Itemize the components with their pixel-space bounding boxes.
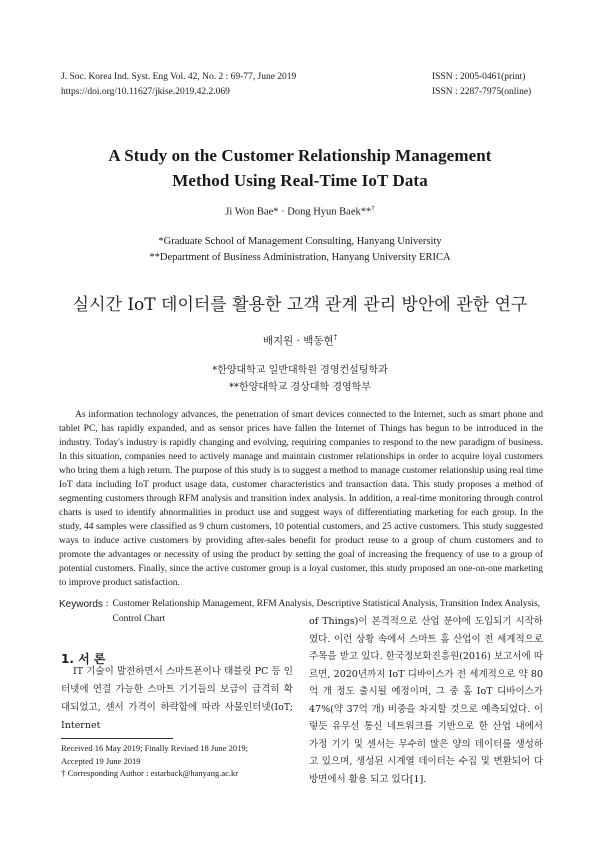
footnote-dagger: †: [61, 768, 66, 778]
issn-print: ISSN : 2005-0461(print): [432, 72, 526, 82]
journal-citation: J. Soc. Korea Ind. Syst. Eng Vol. 42, No. 2 : 69-77, June 2019: [61, 72, 297, 82]
footnotes: [61, 742, 248, 780]
paper-title-line2: Method Using Real-Time IoT Data: [172, 171, 428, 190]
paper-title-line1: A Study on the Customer Relationship Management: [108, 146, 492, 165]
corresponding-author: [61, 767, 248, 780]
journal-header: [61, 70, 296, 100]
issn-block: [432, 70, 531, 100]
korean-title: 실시간 IoT 데이터를 활용한 고객 관계 관리 방안에 관한 연구: [72, 295, 528, 315]
corresponding-dagger: †: [371, 204, 375, 212]
body-text-left-column: IT 기술이 발전하면서 스마트폰이나 태블릿 PC 등 인터넷에 연결 가능한 스마트 기기들의 보급이 급격히 확대되었고, 센서 가격이 하락함에 따라 사물인터넷(IoT; Internet: [61, 666, 293, 731]
body-text-right-column: of Things)이 본격적으로 산업 분야에 도입되기 시작하였다. 이런 상황 속에서 스마트 홈 산업이 전 세계적으로 주목을 받고 있다. 한국정보화진흥원(2016) 보고서에 따르면, 2020년까지 IoT 디바이스가 전 세계적으로 약 80억 개 정도 출시될 예정이며, 그 중 홈 IoT 디바이스가 47%(약 37억 개) 비중을 차지할 것으로 예측되었다. 이렇듯 유무선 통신 네트워크를 기반으로 한 산업 내에서 가정 기기 및 센서는 무수히 많은 양의 데이터를 생성하고 있으며, 생성된 시계열 데이터는 수집 및 변환되어 다방면에서 활용 되고 있다[1].: [309, 616, 543, 785]
author-1: Ji Won Bae*: [225, 206, 279, 218]
footnote-divider: [61, 738, 173, 739]
author-list: [0, 204, 600, 218]
doi-link[interactable]: https://doi.org/10.11627/jkise.2019.42.2.069: [61, 87, 230, 97]
keywords-text: Customer Relationship Management, RFM Analysis, Descriptive Statistical Analysis, Transition Index Analysis, Control Chart: [112, 599, 541, 624]
affiliations: [0, 234, 600, 266]
korean-dagger: †: [333, 333, 338, 342]
korean-author-list: 배지원 · 백동현: [262, 335, 334, 347]
keywords-label: Keywords: [59, 599, 103, 610]
corresponding-email[interactable]: Corresponding Author : estarback@hanyang.ac.kr: [67, 768, 239, 778]
keywords-separator: :: [105, 599, 109, 609]
author-2: Dong Hyun Baek**: [287, 206, 372, 218]
paper-title: [0, 143, 600, 193]
abstract: As information technology advances, the penetration of smart devices connected to the Internet, such as smart phone and tablet PC, has rapidly expanded, and as sensor prices have fallen the Internet of Things has begun to be introduced in the industry. Today's industry is rapidly changing and evolving, requiring companies to respond to the new paradigm of business. In this situation, companies need to actively manage and maintain customer relationships in order to acquire loyal customers who bring them a high return. The purpose of this study is to suggest a method to manage customer relationship using real time IoT data including IoT product usage data, customer characteristics and transaction data. This study proposes a method of segmenting customers through RFM analysis and transition index analysis. In addition, a real-time monitoring through control charts is used to identify abnormalities in product use and suggest ways of differentiating marketing for each group. In the study, 44 samples were classified as 9 churn customers, 10 potential customers, and 25 active customers. This study suggested ways to induce active customers by providing after-sales benefit for product reuse to a group of churn customers and to promote the advantages or necessity of using the product by setting the goal of increasing the frequency of use to a group of potential customers. Finally, since the active customer group is a loyal customer, this study proposed an one-on-one marketing to improve product satisfaction.: [59, 410, 543, 588]
section-heading: 1. 서 론: [61, 652, 106, 666]
korean-affiliation-1: *한양대학교 일반대학원 경영컨설팅학과: [212, 365, 388, 376]
affiliation-2: **Department of Business Administration, Hanyang University ERICA: [149, 252, 451, 263]
affiliation-1: *Graduate School of Management Consulting, Hanyang University: [158, 236, 442, 247]
issn-online: ISSN : 2287-7975(online): [432, 87, 532, 97]
accepted-date: Accepted 19 June 2019: [61, 755, 141, 766]
korean-affiliation-2: **한양대학교 경상대학 경영학부: [229, 382, 371, 393]
author-separator: ·: [281, 206, 285, 218]
korean-affiliations: [0, 362, 600, 396]
korean-authors: [0, 333, 600, 348]
received-date: Received 16 May 2019; Finally Revised 18 June 2019;: [61, 743, 248, 753]
